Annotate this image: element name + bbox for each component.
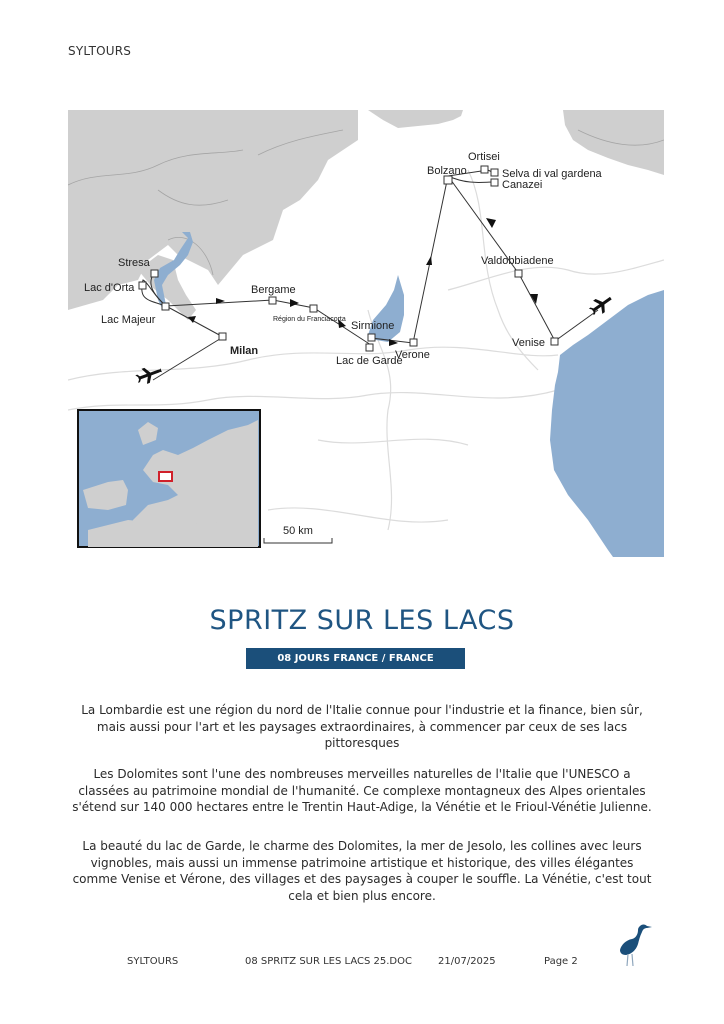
heron-logo-icon bbox=[612, 920, 652, 968]
itinerary-map bbox=[68, 110, 664, 557]
label-milan: Milan bbox=[230, 345, 259, 357]
label-lac-orta: Lac d'Orta bbox=[84, 282, 135, 294]
map-graphic bbox=[68, 110, 664, 557]
stop-milan bbox=[219, 333, 226, 340]
label-lac-garde: Lac de Garde bbox=[336, 355, 403, 367]
plane-icon bbox=[587, 292, 616, 319]
label-stresa: Stresa bbox=[118, 257, 150, 269]
label-valdobbiadene: Valdobbiadene bbox=[481, 255, 554, 267]
footer-company: SYLTOURS bbox=[127, 956, 179, 967]
label-bergame: Bergame bbox=[251, 284, 296, 296]
stop-valdobbiadene bbox=[515, 270, 522, 277]
label-ortisei: Ortisei bbox=[468, 151, 500, 163]
label-verone: Verone bbox=[395, 349, 430, 361]
stop-lac-majeur bbox=[162, 303, 169, 310]
label-lac-majeur: Lac Majeur bbox=[101, 314, 156, 326]
footer-page-number: Page 2 bbox=[544, 956, 578, 967]
plane-icon bbox=[134, 363, 164, 387]
stop-bolzano bbox=[444, 176, 452, 184]
label-sirmione: Sirmione bbox=[351, 320, 395, 332]
italy-highlight-box bbox=[159, 472, 172, 481]
label-selva: Selva di val gardena bbox=[502, 168, 602, 180]
scale-bar bbox=[264, 538, 332, 543]
europe-inset-map bbox=[78, 410, 260, 547]
route-arrow bbox=[486, 218, 496, 228]
stop-sirmione bbox=[368, 334, 375, 341]
footer-date: 21/07/2025 bbox=[438, 956, 496, 967]
scale-label: 50 km bbox=[283, 525, 313, 537]
label-franciacorta: Région du Franciacorta bbox=[273, 316, 346, 323]
adriatic-sea bbox=[550, 290, 664, 557]
duration-badge: 08 JOURS FRANCE / FRANCE bbox=[246, 648, 465, 669]
stop-franciacorta bbox=[310, 305, 317, 312]
route-arrow bbox=[389, 339, 398, 346]
stop-venise bbox=[551, 338, 558, 345]
label-canazei: Canazei bbox=[502, 179, 543, 191]
stop-lac-garde bbox=[366, 344, 373, 351]
land-austria bbox=[563, 110, 664, 175]
stop-stresa bbox=[151, 270, 158, 277]
stop-verone bbox=[410, 339, 417, 346]
trip-title: SPRITZ SUR LES LACS bbox=[209, 605, 515, 637]
route-arrow bbox=[290, 299, 299, 307]
intro-paragraph-lombardie: La Lombardie est une région du nord de l'Italie connue pour l'industrie et la finance, bien sûr, mais aussi pour l'art et les paysages extraordinaires, à commencer par ceux de ses lacs pittoresques bbox=[81, 703, 643, 750]
label-bolzano: Bolzano bbox=[427, 165, 467, 177]
stop-canazei bbox=[491, 179, 498, 186]
footer-filename: 08 SPRITZ SUR LES LACS 25.DOC bbox=[245, 956, 412, 967]
stop-bergame bbox=[269, 297, 276, 304]
route-arrow bbox=[426, 256, 432, 265]
intro-paragraph-venetie: La beauté du lac de Garde, le charme des Dolomites, la mer de Jesolo, les collines avec leurs vignobles, mais aussi un immense patrimoine artistique et historique, des villes élégantes comme Venise et Vérone, des villages et des paysages à couper le souffle. La Vénétie, c'est tout cela et bien plus encore. bbox=[72, 839, 652, 903]
stop-ortisei bbox=[481, 166, 488, 173]
header-brand: SYLTOURS bbox=[68, 44, 132, 58]
stop-lac-orta bbox=[139, 282, 146, 289]
stop-selva bbox=[491, 169, 498, 176]
intro-paragraph-dolomites: Les Dolomites sont l'une des nombreuses merveilles naturelles de l'Italie que l'UNESCO a classées au patrimoine mondial de l'humanité. Ce complexe montagneux des Alpes orientales s'étend sur 140 000 hectares entre le Trentin Haut-Adige, la Vénétie et le Frioul-Vénétie Julienne. bbox=[72, 767, 652, 814]
label-venise: Venise bbox=[512, 337, 546, 349]
